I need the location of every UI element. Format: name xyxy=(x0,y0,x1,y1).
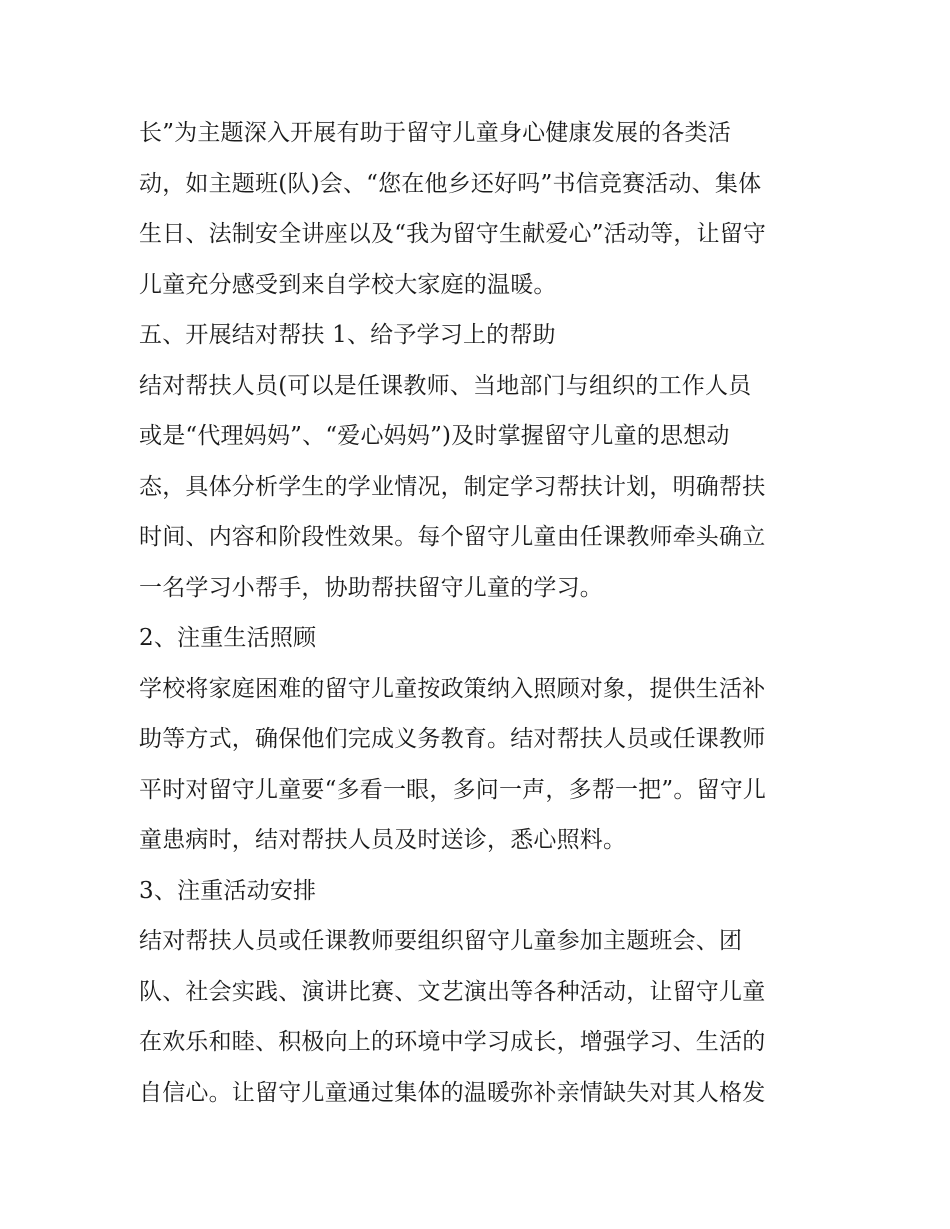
text-line: 在欢乐和睦、积极向上的环境中学习成长，增强学习、生活的 xyxy=(139,1029,766,1055)
text-line: 童患病时，结对帮扶人员及时送诊，悉心照料。 xyxy=(139,827,627,853)
text-line: 自信心。让留守儿童通过集体的温暖弥补亲情缺失对其人格发 xyxy=(139,1079,766,1106)
text-line: 长”为主题深入开展有助于留守儿童身心健康发展的各类活 xyxy=(139,120,731,146)
text-line: 结对帮扶人员(可以是任课教师、当地部门与组织的工作人员 xyxy=(139,372,752,399)
text-line: 态，具体分析学生的学业情况，制定学习帮扶计划，明确帮扶 xyxy=(139,473,766,500)
text-line: 一名学习小帮手，协助帮扶留守儿童的学习。 xyxy=(139,574,603,601)
text-line: 助等方式，确保他们完成义务教育。结对帮扶人员或任课教师 xyxy=(139,726,766,752)
section-heading: 五、开展结对帮扶 1、给予学习上的帮助 xyxy=(139,322,556,348)
subsection-heading: 2、注重生活照顾 xyxy=(139,625,317,651)
text-line: 儿童充分感受到来自学校大家庭的温暖。 xyxy=(139,271,557,298)
text-line: 平时对留守儿童要“多看一眼，多问一声，多帮一把”。留守儿 xyxy=(139,776,767,803)
text-line: 时间、内容和阶段性效果。每个留守儿童由任课教师牵头确立 xyxy=(139,524,766,550)
text-line: 队、社会实践、演讲比赛、文艺演出等各种活动，让留守儿童 xyxy=(139,978,766,1005)
body-text xyxy=(139,108,829,1118)
text-line: 结对帮扶人员或任课教师要组织留守儿童参加主题班会、团 xyxy=(139,928,743,954)
subsection-heading: 3、注重活动安排 xyxy=(139,877,317,904)
text-line: 或是“代理妈妈”、“爱心妈妈”)及时掌握留守儿童的思想动 xyxy=(139,423,730,449)
text-line: 动，如主题班(队)会、“您在他乡还好吗”书信竞赛活动、集体 xyxy=(139,170,762,197)
text-line: 生日、法制安全讲座以及“我为留守生献爱心”活动等，让留守 xyxy=(139,221,767,247)
text-line: 学校将家庭困难的留守儿童按政策纳入照顾对象，提供生活补 xyxy=(139,675,766,702)
